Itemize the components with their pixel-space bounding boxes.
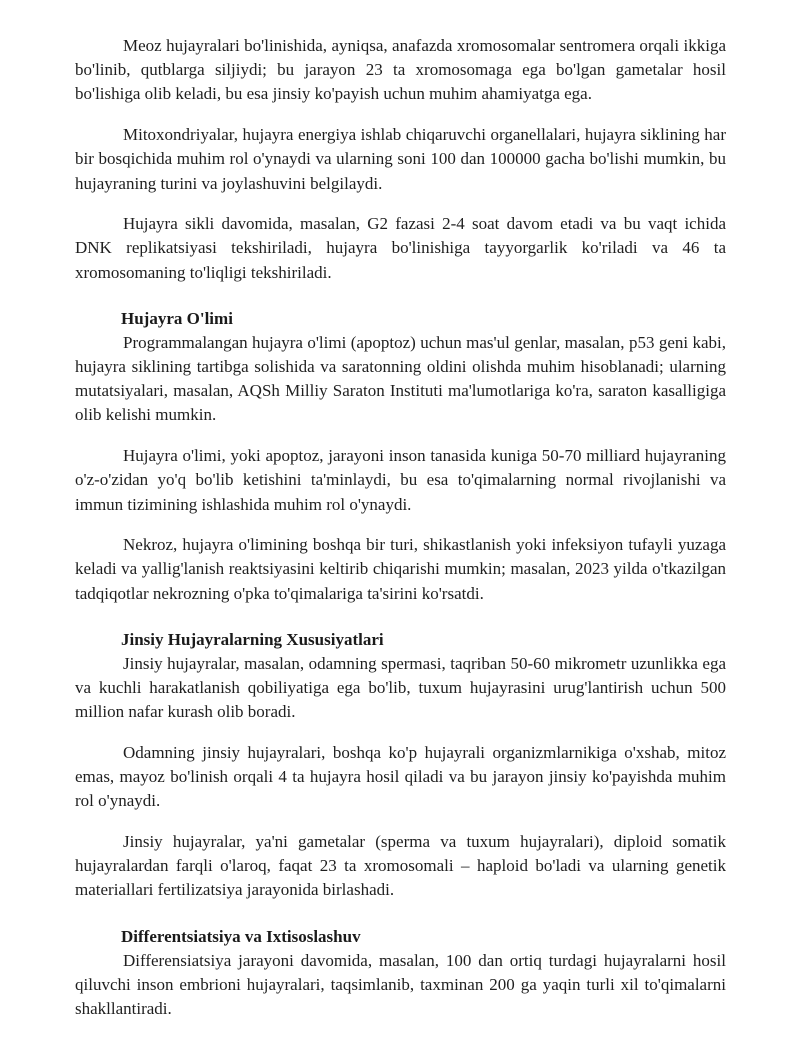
paragraph: Odamning jinsiy hujayralari, boshqa ko'p hujayrali organizmlarnikiga o'xshab, mitoz emas, mayoz bo'linish orqali 4 ta hujayra hosil qiladi va bu jarayon jinsiy ko'payishda muhim rol o'ynaydi. (75, 742, 726, 811)
paragraph: Nekroz, hujayra o'limining boshqa bir turi, shikastlanish yoki infeksiyon tufayli yuzaga keladi va yallig'lanish reaktsiyasini keltirib chiqarishi mumkin; masalan, 2023 yilda o'tkazilgan tadqiqotlar nekrozning o'pka to'qimalariga ta'sirini ko'rsatdi. (75, 535, 726, 603)
paragraph: Hujayra sikli davomida, masalan, G2 fazasi 2-4 soat davom etadi va bu vaqt ichida DNK replikatsiyasi tekshiriladi, hujayra bo'linishiga tayyorgarlik ko'riladi va 46 ta xromosomaning to'liqligi tekshiriladi. (75, 214, 726, 282)
section-heading: Differentsiatsiya va Ixtisoslashuv (121, 926, 361, 946)
paragraph: Meoz hujayralari bo'linishida, ayniqsa, anafazda xromosomalar sentromera orqali ikkiga bo'linib, qutblarga siljiydi; bu jarayon 23 ta xromosomaga ega bo'lgan gametalar hosil bo'lishiga olib keladi, bu esa jinsiy ko'payish uchun muhim ahamiyatga ega. (75, 36, 726, 104)
paragraph: Jinsiy hujayralar, ya'ni gametalar (sperma va tuxum hujayralari), diploid somatik hujayralardan farqli o'laroq, faqat 23 ta xromosomali – haploid bo'ladi va ularning genetik materiallari fertilizatsiya jarayonida birlashadi. (75, 832, 726, 900)
section-heading: Jinsiy Hujayralarning Xususiyatlari (121, 629, 384, 649)
paragraph: Programmalangan hujayra o'limi (apoptoz) uchun mas'ul genlar, masalan, p53 geni kabi, hujayra siklining tartibga solishida va saratonning oldini olishda muhim hisoblanadi; ularning mutatsiyalari, masalan, AQSh Milliy Saraton Instituti ma'lumotlariga ko'ra, saraton kasalligiga olib kelishi mumkin. (75, 332, 726, 425)
paragraph: Differensiatsiya jarayoni davomida, masalan, 100 dan ortiq turdagi hujayralarni hosil qiluvchi inson embrioni hujayralari, taqsimlanib, taxminan 200 ga yaqin turli xil to'qimalarni shakllantiradi. (75, 950, 726, 1019)
section-heading: Hujayra O'limi (121, 308, 233, 328)
paragraph: Hujayra o'limi, yoki apoptoz, jarayoni inson tanasida kuniga 50-70 milliard hujayraning o'z-o'zidan yo'q bo'lib ketishini ta'minlaydi, bu esa to'qimalarning normal rivojlanishi va immun tizimining ishlashida muhim rol o'ynaydi. (75, 446, 726, 514)
document-page (75, 34, 726, 1038)
paragraph: Jinsiy hujayralar, masalan, odamning spermasi, taqriban 50-60 mikrometr uzunlikka ega va kuchli harakatlanish qobiliyatiga ega bo'lib, tuxum hujayrasini urug'lantirish uchun 500 million nafar kurash olib boradi. (75, 653, 726, 722)
paragraph: Mitoxondriyalar, hujayra energiya ishlab chiqaruvchi organellalari, hujayra siklining har bir bosqichida muhim rol o'ynaydi va ularning soni 100 dan 100000 gacha bo'lishi mumkin, bu hujayraning turini va joylashuvini belgilaydi. (75, 125, 726, 193)
